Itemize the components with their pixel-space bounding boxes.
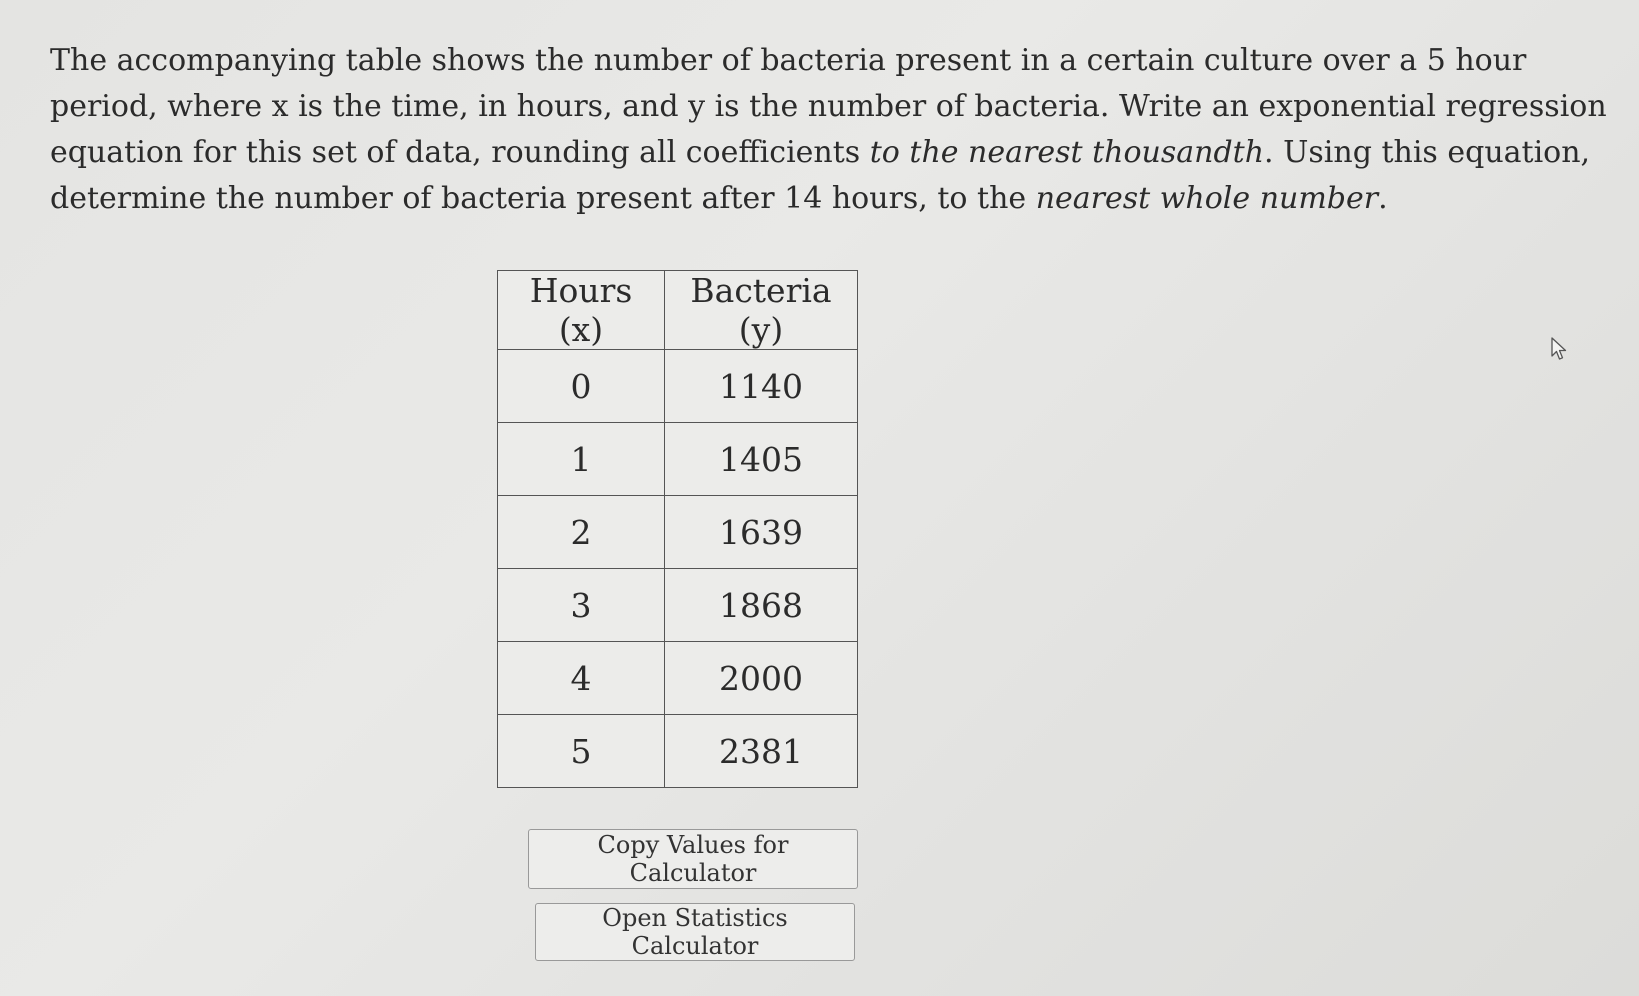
table-row: [498, 642, 858, 715]
copy-values-button[interactable]: Copy Values for Calculator: [528, 829, 858, 889]
cell-bacteria: 1140: [665, 350, 858, 423]
question-part-1: The accompanying table shows the number of bacteria present in a certain culture over a 5 hour period, where x is the time, in hours, and y is the number of bacteria. Write an exponential regression equation for this set of data, rounding all coefficients: [50, 43, 1607, 170]
table-row: [498, 350, 858, 423]
header-bacteria: Bacteria (y): [665, 271, 858, 350]
cell-bacteria: 1868: [665, 569, 858, 642]
header-hours: Hours (x): [498, 271, 665, 350]
cell-bacteria: 1405: [665, 423, 858, 496]
cell-hours: 2: [498, 496, 665, 569]
table-header-row: [498, 271, 858, 350]
question-emphasis-whole-number: nearest whole number: [1035, 181, 1379, 216]
table-row: [498, 496, 858, 569]
bacteria-data-table: [497, 270, 858, 788]
cell-hours: 1: [498, 423, 665, 496]
question-paragraph: [50, 38, 1620, 222]
cell-hours: 0: [498, 350, 665, 423]
mouse-pointer-icon: [1550, 337, 1568, 361]
cell-hours: 4: [498, 642, 665, 715]
question-text: [50, 38, 1620, 222]
cell-bacteria: 1639: [665, 496, 858, 569]
table-row: [498, 569, 858, 642]
cell-bacteria: 2000: [665, 642, 858, 715]
cell-hours: 3: [498, 569, 665, 642]
question-part-3: .: [1378, 181, 1388, 216]
question-emphasis-thousandth: to the nearest thousandth: [869, 135, 1265, 170]
table-row: [498, 715, 858, 788]
question-part-2: . Using this equation, determine the number of bacteria present after 14 hours, to the: [50, 135, 1591, 216]
table-row: [498, 423, 858, 496]
open-statistics-calculator-button[interactable]: Open Statistics Calculator: [535, 903, 855, 961]
cell-bacteria: 2381: [665, 715, 858, 788]
cell-hours: 5: [498, 715, 665, 788]
